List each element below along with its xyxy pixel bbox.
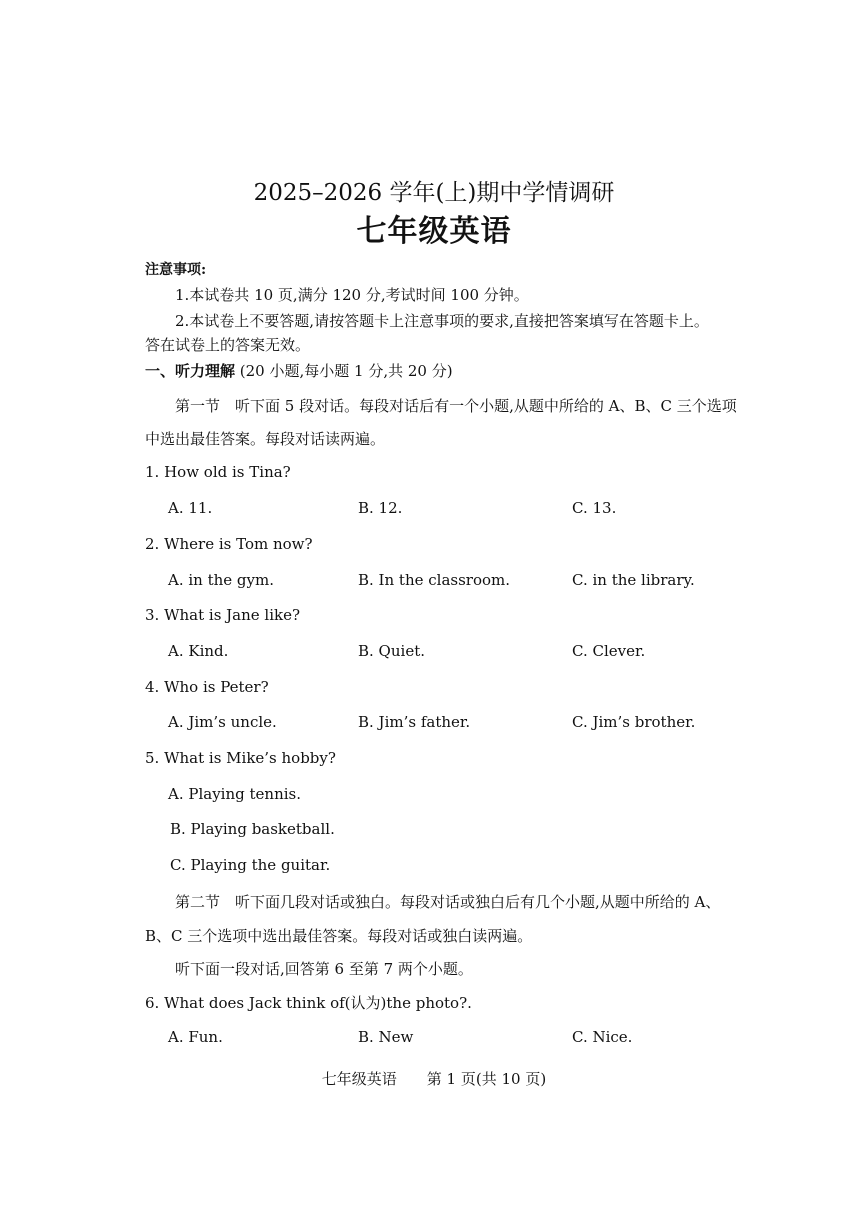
question-2-option-b: B. In the classroom. bbox=[358, 571, 511, 589]
section2-instruction-line-1: 第二节 听下面几段对话或独白。每段对话或独白后有几个小题,从题中所给的 A、 bbox=[175, 893, 721, 911]
question-3-stem: 3. What is Jane like? bbox=[145, 606, 301, 624]
section1-instruction-line-1: 第一节 听下面 5 段对话。每段对话后有一个小题,从题中所给的 A、B、C 三个选项 bbox=[175, 397, 737, 415]
part1-heading-title: 一、听力理解 bbox=[145, 362, 236, 380]
question-5-option-c: C. Playing the guitar. bbox=[170, 856, 331, 874]
subject-title: 七年级英语 bbox=[356, 214, 512, 249]
notice-item-1: 1.本试卷共 10 页,满分 120 分,考试时间 100 分钟。 bbox=[175, 286, 529, 304]
question-6-stem: 6. What does Jack think of(认为)the photo?. bbox=[145, 994, 472, 1012]
question-5-stem: 5. What is Mike’s hobby? bbox=[145, 749, 336, 767]
question-4-option-c: C. Jim’s brother. bbox=[572, 713, 696, 731]
dialogue-instruction: 听下面一段对话,回答第 6 至第 7 两个小题。 bbox=[175, 960, 473, 978]
question-1-option-b: B. 12. bbox=[358, 499, 403, 517]
notice-item-2-line-2: 答在试卷上的答案无效。 bbox=[145, 336, 311, 354]
notice-heading: 注意事项: bbox=[145, 262, 207, 278]
notice-item-2-line-1: 2.本试卷上不要答题,请按答题卡上注意事项的要求,直接把答案填写在答题卡上。 bbox=[175, 312, 709, 330]
part1-heading-scoring: (20 小题,每小题 1 分,共 20 分) bbox=[235, 362, 453, 380]
question-1-option-c: C. 13. bbox=[572, 499, 617, 517]
question-6-option-c: C. Nice. bbox=[572, 1028, 633, 1046]
exam-title: 2025–2026 学年(上)期中学情调研 bbox=[253, 180, 615, 206]
question-4-option-a: A. Jim’s uncle. bbox=[168, 713, 277, 731]
question-4-option-b: B. Jim’s father. bbox=[358, 713, 471, 731]
question-2-stem: 2. Where is Tom now? bbox=[145, 535, 313, 553]
question-4-stem: 4. Who is Peter? bbox=[145, 678, 269, 696]
question-5-option-a: A. Playing tennis. bbox=[168, 785, 301, 803]
page-footer: 七年级英语 第 1 页(共 10 页) bbox=[321, 1070, 547, 1088]
question-3-option-b: B. Quiet. bbox=[358, 642, 425, 660]
question-2-option-c: C. in the library. bbox=[572, 571, 695, 589]
question-1-stem: 1. How old is Tina? bbox=[145, 463, 291, 481]
section1-instruction-line-2: 中选出最佳答案。每段对话读两遍。 bbox=[145, 430, 386, 448]
section2-instruction-line-2: B、C 三个选项中选出最佳答案。每段对话或独白读两遍。 bbox=[145, 927, 533, 945]
question-6-option-a: A. Fun. bbox=[168, 1028, 223, 1046]
question-3-option-a: A. Kind. bbox=[168, 642, 229, 660]
question-5-option-b: B. Playing basketball. bbox=[170, 820, 335, 838]
question-3-option-c: C. Clever. bbox=[572, 642, 646, 660]
question-1-option-a: A. 11. bbox=[168, 499, 213, 517]
question-6-option-b: B. New bbox=[358, 1028, 414, 1046]
part1-heading bbox=[145, 360, 453, 381]
question-2-option-a: A. in the gym. bbox=[168, 571, 274, 589]
